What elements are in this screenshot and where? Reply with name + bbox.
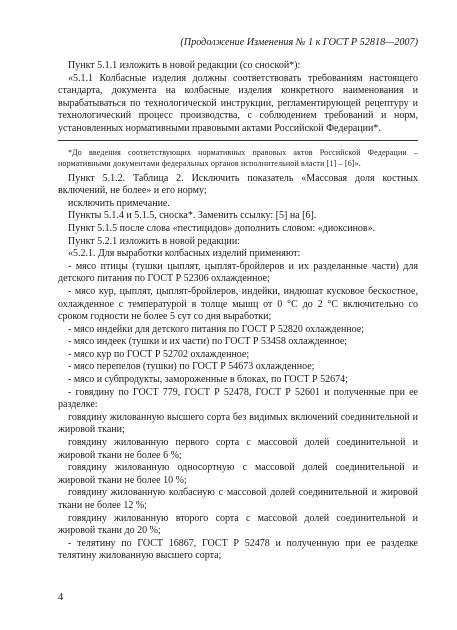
list-item: - телятину по ГОСТ 16867, ГОСТ Р 52478 и полученную при ее разделке телятину жилованную высшего сорта; <box>58 537 418 562</box>
paragraph: Пункт 5.1.5 после слова «пестицидов» дополнить словом: «диоксинов». <box>68 222 376 234</box>
paragraph: Пункты 5.1.4 и 5.1.5, сноска*. Заменить ссылку: [5] на [6]. <box>68 210 317 222</box>
list-item: - мясо перепелов (тушки) по ГОСТ Р 54673 охлажденное; <box>68 361 315 373</box>
footnote: *До введения соответствующих нормативных правовых актов Российской Федерации – нормативными документами федеральных органов исполнительной власти [1] – [6]». <box>58 147 418 168</box>
paragraph: исключить примечание. <box>68 197 170 209</box>
list-item: говядину жилованную первого сорта с массовой долей соединительной и жировой ткани не более 6 %; <box>58 437 418 461</box>
paragraph: «5.2.1. Для выработки колбасных изделий применяют: <box>68 248 301 260</box>
list-item: - мясо и субпродукты, замороженные в блоках, по ГОСТ Р 52674; <box>68 374 348 386</box>
paragraph: Пункт 5.1.1 изложить в новой редакции (со сноской*): <box>68 60 301 71</box>
list-item: говядину жилованную колбасную с массовой долей соединительной и жировой ткани не более 12 %; <box>58 487 418 511</box>
main-text <box>58 60 418 563</box>
list-item: - говядину по ГОСТ 779, ГОСТ Р 52478, ГОСТ Р 52601 и полученные при ее разделке: <box>58 386 418 411</box>
list-item: говядину жилованную односортную с массовой долей соединительной и жировой ткани не более 10 %; <box>58 462 418 486</box>
paragraph: Пункт 5.1.2. Таблица 2. Исключить показатель «Массовая доля костных включений, не более» и его норму; <box>58 172 418 197</box>
page-number: 4 <box>58 592 64 603</box>
list-item: говядину жилованную второго сорта с массовой долей соединительной и жировой ткани до 20 %; <box>58 512 418 537</box>
paragraph: Пункт 5.2.1 изложить в новой редакции: <box>68 235 241 247</box>
list-item: - мясо кур по ГОСТ Р 52702 охлажденное; <box>68 348 250 360</box>
footnote-divider <box>58 140 418 141</box>
running-header: (Продолжение Изменения № 1 к ГОСТ Р 52818—2007) <box>180 37 418 48</box>
list-item: - мясо индеек (тушки и их части) по ГОСТ Р 53458 охлажденное; <box>68 336 348 348</box>
list-item: говядину жилованную высшего сорта без видимых включений соединительной и жировой ткани; <box>58 411 418 436</box>
list-item: - мясо кур, цыплят, цыплят-бройлеров, индейки, индюшат кусковое бескостное, охлажденное с температурой в толще мышц от 0 °С до 2 °С включительно со сроком годности не более 5 сут со дня выработки; <box>58 285 418 323</box>
list-item: - мясо индейки для детского питания по ГОСТ Р 52820 охлажденное; <box>68 323 364 335</box>
paragraph: «5.1.1 Колбасные изделия должны соответствовать требованиям настоящего стандарта, документа на колбасные изделия конкретного наименования и вырабатываться по технологической инструкции, регламентирующей рецептуру и технологический процесс производства, с соблюдением требований и норм, установленных нормативными правовыми актами Российской Федерации*. <box>58 72 418 134</box>
list-item: - мясо птицы (тушки цыплят, цыплят-бройлеров и их разделанные части) для детского питания по ГОСТ Р 52306 охлажденное; <box>58 260 418 285</box>
